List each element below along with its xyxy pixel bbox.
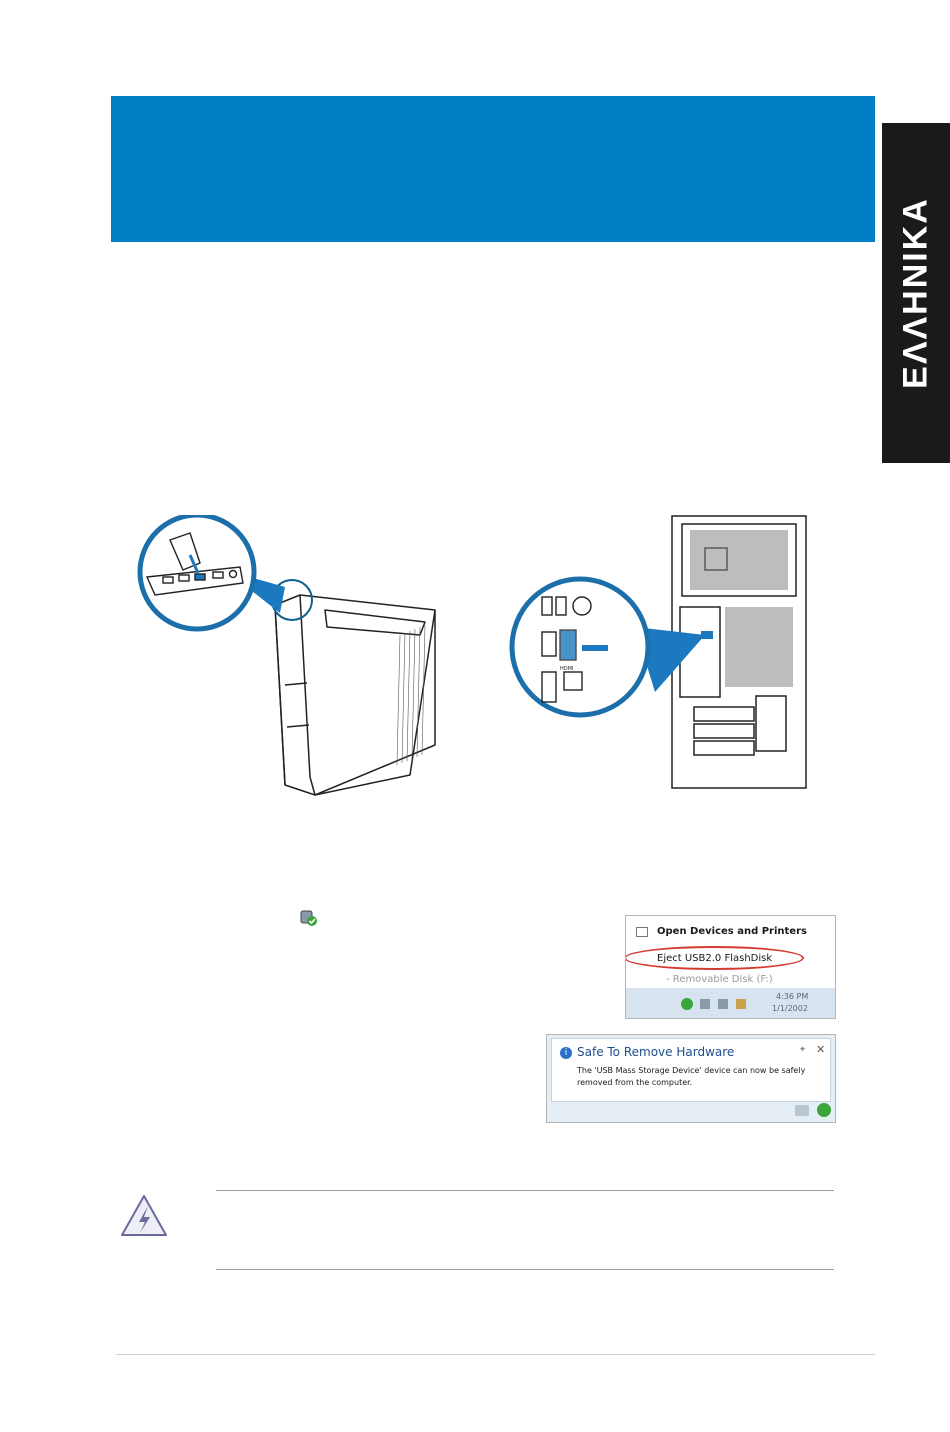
pin-icon[interactable]: ⌖	[800, 1045, 806, 1055]
flag-icon[interactable]	[718, 999, 728, 1009]
rear-pc-illustration	[500, 512, 810, 792]
note-bottom-rule	[216, 1269, 834, 1270]
front-pc-illustration	[135, 515, 445, 800]
footer-rule	[116, 1354, 875, 1355]
notification-balloon	[551, 1038, 831, 1102]
tray-eject-icon-2[interactable]	[817, 1103, 831, 1117]
printer-icon	[636, 927, 648, 937]
clock-date: 1/1/2002	[772, 1004, 808, 1013]
language-tab-label: ΕΛΛΗΝΙΚΑ	[896, 197, 935, 389]
close-icon[interactable]: ✕	[816, 1043, 826, 1056]
language-tab	[882, 123, 950, 463]
notification-message-line2: removed from the computer.	[577, 1078, 693, 1087]
warning-icon	[119, 1193, 169, 1239]
safely-remove-hardware-icon	[299, 908, 319, 928]
taskbar-button[interactable]	[795, 1105, 809, 1116]
info-icon: i	[560, 1047, 572, 1059]
hdmi-label: HDMI	[560, 666, 574, 672]
open-devices-item[interactable]: Open Devices and Printers	[657, 926, 807, 937]
tray-eject-icon[interactable]	[681, 998, 693, 1010]
note-top-rule	[216, 1190, 834, 1191]
notification-title: Safe To Remove Hardware	[577, 1045, 735, 1059]
eject-usb-item[interactable]: Eject USB2.0 FlashDisk	[657, 953, 773, 964]
notification-message-line1: The 'USB Mass Storage Device' device can now be safely	[577, 1066, 806, 1075]
clock-time: 4:36 PM	[776, 992, 809, 1001]
speaker-icon[interactable]	[700, 999, 710, 1009]
tray-menu-screenshot	[625, 915, 836, 1019]
header-band	[111, 96, 875, 242]
network-icon[interactable]	[736, 999, 746, 1009]
removable-disk-item: - Removable Disk (F:)	[666, 974, 773, 985]
notification-screenshot	[546, 1034, 836, 1123]
